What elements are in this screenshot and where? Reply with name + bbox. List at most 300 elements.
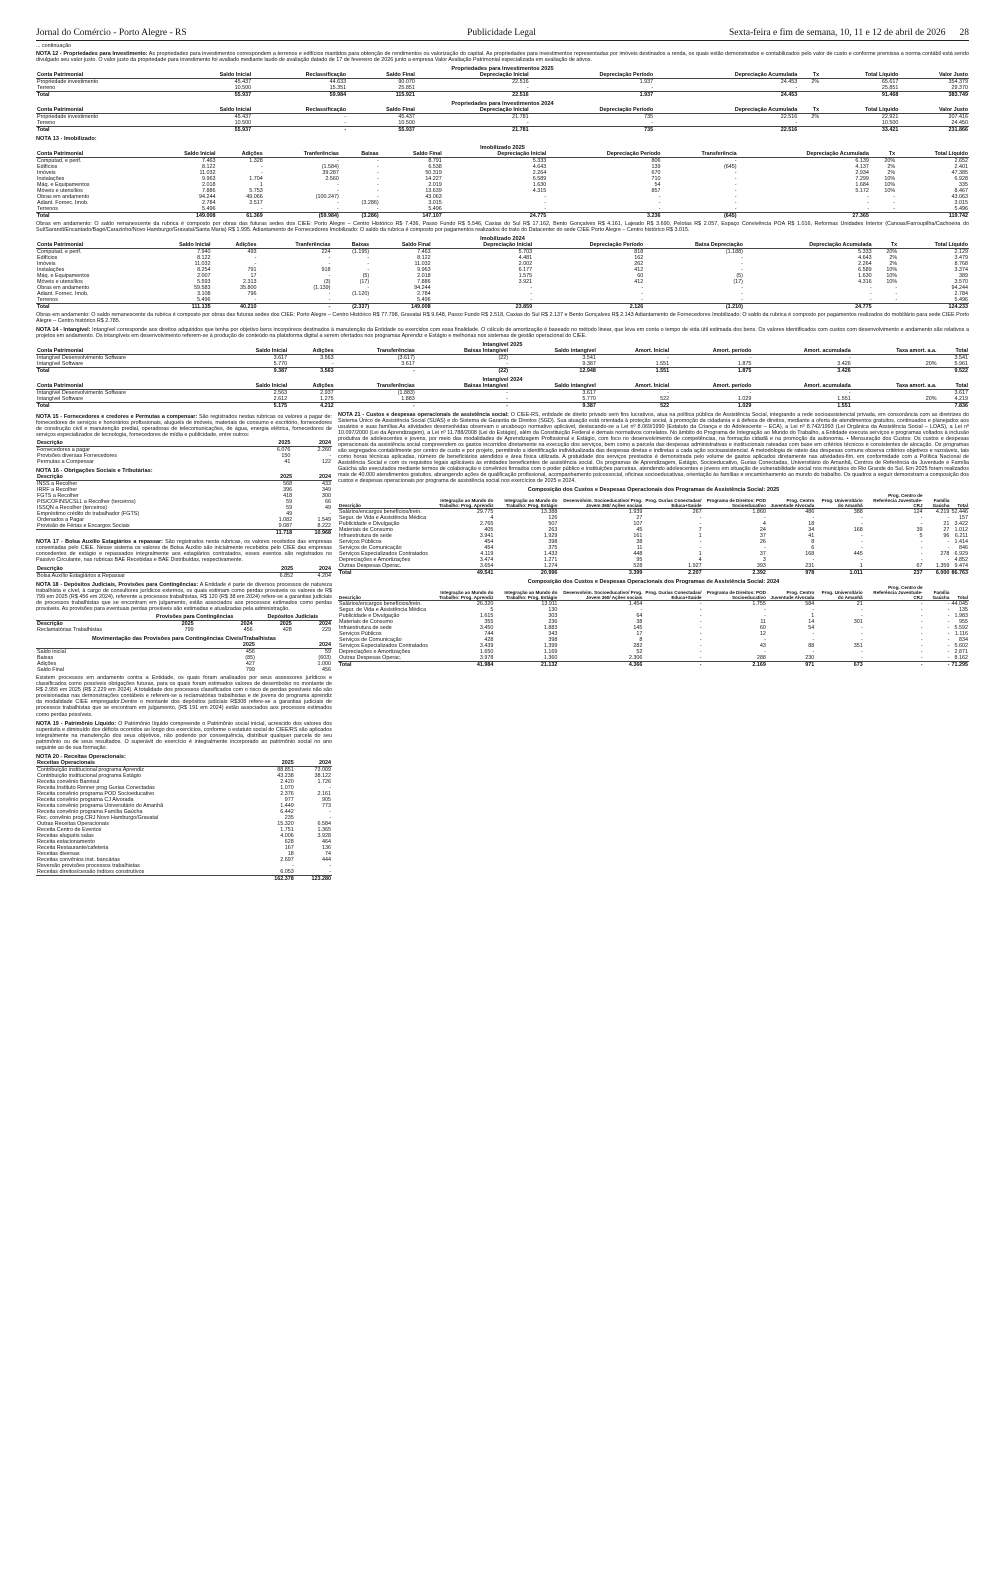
- nota12-table2024-total-cell: -: [252, 127, 347, 134]
- nota14-table2024-cell: 4.219: [954, 395, 968, 402]
- nota13-table2025-total-cell: 119.742: [896, 213, 969, 220]
- nota21-comp2025-cell: -: [860, 557, 863, 564]
- nota21-comp2025-cell: 18: [808, 521, 815, 528]
- nota12-table2024-cell: 24.450: [951, 120, 968, 127]
- nota21-comp2025-cell: 3.474: [479, 557, 494, 564]
- nota21-comp2025-cell: 49.541: [429, 570, 494, 577]
- nota20-header-cell: 2025: [258, 760, 295, 767]
- nota18-paragraph: [36, 582, 332, 612]
- nota13-table2025-cell: -: [337, 188, 339, 195]
- nota13-table2024-cell: -: [869, 297, 872, 304]
- nota12-table-2024: [36, 107, 969, 133]
- nota20-cell: 88.851: [277, 767, 294, 774]
- nota12-table2024-cell: 45.437: [234, 114, 252, 121]
- nota21-comp2024-cell: 230: [805, 655, 815, 662]
- nota13-table2024-cell: -: [895, 297, 898, 304]
- nota14-table-2024: [36, 383, 969, 409]
- nota13-table2025-cell: -: [376, 194, 379, 201]
- nota20-cell: Receita convênio programa POD Socioeducativo: [37, 791, 155, 798]
- nota13-table2025-cell: 2.019: [428, 182, 442, 189]
- nota21-comp2024-cell: 282: [633, 643, 643, 650]
- nota12-table2025-header-cell: Depreciação Período: [530, 72, 654, 79]
- nota21-comp2024-cell: 44.045: [951, 601, 968, 608]
- newspaper-name: Jornal do Comércio - Porto Alegre - RS: [36, 28, 187, 38]
- nota13-table2024-cell: 224: [321, 249, 331, 256]
- nota13-table2024-cell: -: [328, 255, 331, 262]
- nota13-table2024-cell: 818: [634, 249, 644, 256]
- nota21-comp2025-cell: -: [699, 539, 702, 546]
- nota13-table2025-cell: 710: [651, 176, 661, 183]
- nota13-table2024-cell: 10%: [886, 267, 898, 274]
- nota13-table2025-cell: 8.791: [428, 158, 442, 165]
- nota14-table2025-cell: 3.563: [320, 354, 334, 361]
- nota14-table2024-total-cell: Total: [36, 402, 220, 409]
- nota14-table2024-total-row: [36, 402, 969, 409]
- nota21-comp2025-cell: -: [812, 515, 815, 522]
- nota13-obras-2025: Obras em andamento: O saldo remanescente da rubrica é composto por obras das futuras sedes dos CIEE: Porto Alegre – Centro Histórico R$ 7.436, Passo Fundo R$ 5.546, Caxias do Sul R$ 17.162, Bento Gonçalves R$ 4.161, Lajeado R$ 3.690, Pelotas R$ 2.057, Espaço Convivência POA R$ 1.016, Reformas Unidades Interior (Canoas/Farroupilha/Cachoeira do Sul/Sarandi/Encantado/Bagé/Carazinho/Novo Hamburgo/Gravataí/Santa Maria) R$ 1.995. Adiantamento de Fornecedores Imobilizado: O saldo da rubrica é composto por pagamentos realizados do trato do Datacenter do sede CIEE Porto Alegre – Centro histórico R$ 3.015.: [36, 221, 969, 234]
- nota14-table2024-cell: 3.617: [582, 389, 596, 396]
- nota21-comp2025-header-cell: Família Gaúcha: [924, 493, 951, 509]
- nota13-table2025-cell: (3.286): [361, 200, 379, 207]
- nota14-table2025-cell: 3.617: [401, 360, 415, 367]
- nota13-table2024-cell: 3.570: [954, 279, 968, 286]
- nota18-mov-cell: 799: [245, 666, 255, 673]
- nota17-header-cell: 2024: [294, 566, 332, 573]
- nota14-table2025-header-cell: Adições: [288, 348, 335, 355]
- nota13-table2024-cell: -: [895, 285, 898, 292]
- nota12-table2025-header-cell: Saldo Final: [347, 72, 416, 79]
- nota21-comp2024-cell: -: [699, 649, 702, 656]
- nota21-comp2025-cell: Infraestrutura de sede: [339, 533, 392, 540]
- nota21-comp2025-cell: 168: [853, 527, 863, 534]
- nota17-text: São registrados nesta rubricas, os valores recebidos das empresas conveniadas pelo CIEE. Nesse sistema os valores de Bolsa Auxílio são inicialmente recebidos pelo CIEE das empresas concedentes de estágio e repassados integralmente aos estagiários contratados, esses eventos são registrados no Passivo Circulante, nas rubricas BAE Recebidas e BAE Distribuídas, respectivamente.: [36, 539, 333, 564]
- nota21-comp2024-cell: -: [699, 601, 702, 608]
- nota13-table2025-cell: 6.589: [532, 176, 547, 183]
- nota13-table2024-cell: 8.122: [417, 255, 431, 262]
- nota14-table2025-header-cell: Amort. período: [670, 348, 752, 355]
- nota14-table2025-cell: -: [667, 354, 670, 361]
- nota20-cell: 15.320: [277, 821, 294, 828]
- nota14-table2024-header-cell: Transferências: [335, 383, 416, 390]
- nota16-cell: Ordenados a Pagar: [37, 517, 85, 524]
- nota21-comp2025-cell: 4.219: [935, 509, 950, 516]
- nota21-comp2024-cell: 130: [548, 607, 558, 614]
- nota13-table2025-cell: -: [734, 188, 737, 195]
- nota21-comp2024-cell: 398: [548, 637, 558, 644]
- nota13-table2025-cell: 4.137: [855, 164, 869, 171]
- nota12-2024-caption: Propriedades para Investimentos 2024: [451, 101, 554, 108]
- nota13-table2025-total-cell: 149.008: [148, 213, 217, 220]
- nota12-table2025-cell: 29.370: [951, 85, 968, 92]
- nota18-text2: Existem processos em andamento contra a Entidade, os quais foram analisados por seus assessores jurídicos e classificados como possíveis obrigações futuras, para os quais foram estimados valores de desembolso no montante de R$ 2.955 em 2025 (R$ 2.229 em 2024). A totalidade dos processos classificados com o risco de perdas possíveis não são provisionadas nas demonstrações contábeis e referem-se a reclamatórias trabalhistas e de jovens do programa aprendiz da modalidade CIEE empregador.Dentre o montante dos depósitos judiciais R$308 refere-se a garantias judiciais de processos trabalhistas que se encontram em julgamento, (R$ 191 em 2024) estão associados aos processos estimados como perdas possíveis.: [36, 674, 332, 718]
- nota20-title: NOTA 20 - Receitas Operacionais:: [36, 754, 126, 761]
- nota14-table2025-cell: 1.551: [655, 360, 670, 367]
- nota15-cell: 122: [322, 459, 331, 466]
- nota21-comp2025-cell: 37: [759, 533, 766, 540]
- nota21-comp2024-cell: -: [860, 649, 863, 656]
- nota18-mov-cell: 59: [325, 648, 331, 655]
- nota13-table2024-cell: 3.921: [518, 279, 533, 286]
- nota21-comp2025-cell: 1.927: [688, 563, 702, 570]
- nota12-table2025-total-cell: 115.921: [347, 92, 416, 99]
- nota13-table2025-cell: 7.886: [202, 188, 216, 195]
- nota18-mov-cell: (603): [318, 654, 331, 661]
- nota21-comp2024-cell: -: [947, 637, 950, 644]
- nota13-table2024-cell: -: [530, 285, 533, 292]
- nota21-comp2024-cell: 14: [808, 619, 815, 626]
- nota13-table2024-cell: -: [741, 261, 743, 268]
- nota13-obras-2024: Obras em andamento: O saldo remanescente da rubrica é composto por obras das futuras sedes dos CIEE: Porto Alegre – Centro Histórico R$ 77.798, Gravataí R$ 9.648, Passo Fundo R$ 2.518, Caxias do Sul R$ 2.137 e Bento Gonçalves R$ 2.143 Adiantamento de Fornecedores Imobilizado: O saldo da rubrica é composto por pagamentos realizados do mobiliário para sede CIEE Porto Alegre – Centro histórico R$ 2.785.: [36, 312, 969, 325]
- nota13-table2025-cell: -: [544, 194, 547, 201]
- nota14-table2024-header-cell: Saldo Inicial: [220, 383, 288, 390]
- nota21-comp2025-cell: Serviços de Comunicação: [339, 545, 402, 552]
- nota20-total-cell: [36, 876, 258, 883]
- nota21-comp2024-cell: 3.439: [479, 643, 494, 650]
- nota13-table2024-cell: 94.244: [414, 285, 431, 292]
- nota16-cell: 433: [322, 481, 331, 488]
- nota12-table2025-cell: -: [795, 85, 798, 92]
- nota13-table2025-cell: (1.584): [321, 164, 339, 171]
- nota21-comp2025-cell: 1: [859, 563, 863, 570]
- nota20-cell: 6.584: [317, 821, 331, 828]
- nota13-table2024-cell: 162: [634, 255, 644, 262]
- nota18-h-dep: Depósitos Judiciais: [254, 614, 332, 621]
- nota21-comp2024-cell: -: [947, 607, 950, 614]
- nota13-table2024-total-cell: 124.233: [898, 304, 969, 311]
- nota21-comp2024-cell: 43: [759, 643, 766, 650]
- nota21-comp2024-cell: -: [947, 655, 950, 662]
- nota16-cell: 1.082: [278, 517, 293, 524]
- nota18-mov-cell: 456: [245, 648, 255, 655]
- nota13-table2025-cell: 1.704: [249, 176, 263, 183]
- nota21-comp2024-cell: -: [947, 613, 950, 620]
- nota13-table2024-cell: Móveis e utensílios: [37, 279, 83, 286]
- nota13-table2025-cell: -: [376, 176, 379, 183]
- nota21-comp2025-cell: 29.775: [476, 509, 494, 516]
- nota21-comp2024-cell: -: [812, 631, 815, 638]
- nota13-table2024-cell: -: [641, 291, 644, 298]
- nota13-table2024-total-cell: 23.859: [432, 304, 534, 311]
- nota13-table2025-cell: 6.538: [428, 164, 442, 171]
- nota18-mov-header-cell: 2025: [187, 642, 256, 649]
- nota20-cell: Receitas convênios inst. bancárias: [37, 857, 120, 864]
- nota21-comp2024-cell: Serviços Públicos: [339, 631, 382, 638]
- nota12-table2025-cell: 15.351: [329, 85, 347, 92]
- nota13-table2025-cell: 5.172: [855, 188, 869, 195]
- nota16-total-cell: [36, 530, 255, 537]
- nota21-comp2025-cell: 263: [548, 527, 558, 534]
- nota21-comp2025-cell: 454: [484, 545, 494, 552]
- nota13-table2025-cell: Imóveis: [37, 170, 56, 177]
- nota21-comp2024-cell: 5.592: [954, 625, 968, 632]
- nota13-table2024-cell: 11.032: [194, 261, 211, 268]
- nota21-comp2025-cell: 3.654: [479, 563, 494, 570]
- nota13-table2024-cell: 493: [247, 249, 257, 256]
- nota13-table2025-cell: -: [734, 176, 737, 183]
- nota12-table2025-header-cell: Conta Patrimonial: [36, 72, 177, 79]
- nota21-comp2024-cell: -: [764, 649, 766, 656]
- nota13-table2024-total-cell: 24.775: [744, 304, 873, 311]
- nota18-mov-cell: 427: [245, 660, 255, 667]
- nota21-comp2024-cell: 52: [636, 649, 643, 656]
- nota20-cell: Contribuição institucional programa Aprendiz: [37, 767, 144, 774]
- nota21-comp2025-cell: 278: [940, 551, 950, 558]
- nota16-cell: INSS a Recolher: [37, 481, 78, 488]
- nota21-comp2025-cell: -: [699, 521, 702, 528]
- nota20-cell: Receita convênio programa Universitário do Amanhã: [37, 803, 164, 810]
- nota21-comp2024-cell: 355: [484, 619, 494, 626]
- nota13-table2024-cell: 3.479: [954, 255, 968, 262]
- nota13-table2025-cell: -: [376, 182, 379, 189]
- nota21-comp2025-cell: -: [699, 515, 702, 522]
- nota21-comp2025-cell: 3: [762, 557, 766, 564]
- nota21-comp2025-cell: 1.011: [815, 570, 863, 577]
- nota21-comp2025-header-cell: Desenvolvim. Socioeducativo/ Prog. Jovem 360/ Ações sociais: [558, 493, 643, 509]
- nota12-table2025-header-cell: Reclassificação: [252, 72, 347, 79]
- nota13-table2025-cell: 7.463: [202, 158, 216, 165]
- nota16-cell: 9.087: [278, 523, 293, 530]
- nota14-table2024-cell: (1.883): [397, 389, 415, 396]
- nota13-table2025-cell: 5.753: [249, 188, 263, 195]
- nota13-table2024-cell: 5.703: [518, 249, 533, 256]
- nota21-comp2024-cell: Depreciações e Amortizações: [339, 649, 411, 656]
- nota14-table2024-header-cell: Taxa amort. a.a.: [852, 383, 938, 390]
- nota19: [36, 721, 332, 751]
- nota13-table2025-cell: 5.333: [532, 158, 547, 165]
- nota13-table2025-cell: -: [658, 194, 661, 201]
- nota13-table2024-cell: 791: [247, 267, 257, 274]
- nota13-table2024-header-cell: Conta Patrimonial: [36, 242, 145, 249]
- nota19-title: NOTA 19 - Patrimônio Líquido:: [36, 720, 117, 727]
- nota13-table2024-cell: 10%: [886, 279, 898, 286]
- nota13-table2025-cell: Obras em andamento: [37, 194, 90, 201]
- continuation-note: ... continuação: [36, 43, 72, 49]
- nota13-table2025-cell: 335: [959, 182, 968, 189]
- nota21-comp2025-cell: 2.392: [703, 570, 767, 577]
- nota14-table2024-total-cell: 5.175: [220, 402, 288, 409]
- nota20-cell: 43.238: [277, 773, 294, 780]
- nota12-table2024-header-cell: Saldo Inicial: [177, 107, 252, 114]
- nota20-cell: Receita convênio programa Família Gaúcha: [37, 809, 143, 816]
- nota21-comp2025-cell: -: [764, 515, 766, 522]
- nota13-table2024-total-cell: [873, 304, 899, 311]
- nota13-table2025-cell: -: [376, 206, 379, 213]
- nota13-table2025-cell: 50.319: [425, 170, 442, 177]
- nota20-cell: 628: [284, 839, 294, 846]
- nota13-table2025-cell: -: [734, 200, 737, 207]
- nota13-table2024-cell: 7.463: [417, 249, 431, 256]
- nota13-table2025-header-cell: Baixas: [340, 151, 380, 158]
- nota13-table2025-cell: 2.784: [202, 200, 216, 207]
- nota21-comp2024-cell: 5: [490, 607, 494, 614]
- nota21-comp2025-cell: 486: [805, 509, 815, 516]
- nota13-table2024-cell: 796: [247, 291, 257, 298]
- nota16-cell: Provisão de Férias e Encargos Sociais: [37, 523, 130, 530]
- nota12-table2024-cell: 10.500: [398, 120, 415, 127]
- nota14-table2024-total-cell: 4.212: [288, 402, 335, 409]
- nota12-table2025-total-cell: Total: [36, 92, 177, 99]
- nota14-table2024-cell: 5.770: [582, 395, 596, 402]
- nota14-table2024-header-cell: Baixas Intangível: [416, 383, 509, 390]
- nota21-comp2024-cell: Total: [338, 662, 429, 669]
- nota12-table2025-cell: 22.516: [512, 79, 529, 86]
- nota21-comp2025-cell: 157: [959, 515, 968, 522]
- nota18-text: A Entidade é parte de diversos processos de natureza trabalhista e cível, à cargo de consultores jurídicos externos, os quais estimam como perdas prováveis os valores de R$ 799 em 2025 (R$ 456 em 2024), referente a processos trabalhistas, R$ 120 (R$ 38 em 2024) refere-se a garantias judiciais de processos trabalhistas que se encontram em julgamento, estão associados aos processos estimados como perdas prováveis. As provisões para eventuais perdas prováveis são estimadas e atualizadas pela administração.: [36, 581, 332, 612]
- nota13-table2025-cell: -: [658, 206, 661, 213]
- nota12-table2024-cell: 207.416: [948, 114, 968, 121]
- nota12-table2025-total-cell: 1.937: [530, 92, 654, 99]
- nota21-comp2024-cell: 1.615: [479, 613, 494, 620]
- nota18-mov-cell: Baixas: [37, 654, 54, 661]
- nota12-table2024-cell: -: [795, 120, 798, 127]
- nota12-table2024-cell: 45.437: [398, 114, 415, 121]
- nota14-table2025-header-cell: Taxa amort. a.a.: [852, 348, 938, 355]
- nota12-table2024-cell: -: [526, 120, 529, 127]
- nota15-header-cell: 2025: [251, 440, 292, 447]
- nota12-title: NOTA 12 - Propriedades para Investimento:: [36, 51, 148, 57]
- nota21-comp2024-cell: -: [947, 649, 950, 656]
- section-title: Publicidade Legal: [467, 28, 536, 38]
- nota15-paragraph: [36, 414, 332, 438]
- nota21-comp2024-cell: 1.650: [479, 649, 494, 656]
- nota21-comp2024-cell: -: [860, 631, 863, 638]
- nota13-table2024-cell: (3): [323, 279, 331, 286]
- nota14-table2025-cell: 9.387: [582, 360, 596, 367]
- nota15-header-cell: 2024: [291, 440, 332, 447]
- nota12-table2025-cell: -: [526, 85, 529, 92]
- nota21-comp2024-cell: 4.366: [558, 662, 643, 669]
- nota21-comp2024-cell: 1.399: [543, 643, 558, 650]
- nota21-comp2025-cell: -: [920, 551, 923, 558]
- nota21-comp2025-cell: 507: [548, 521, 558, 528]
- nota13-table2025-header-cell: Saldo Final: [380, 151, 443, 158]
- nota13-table2024-cell: 8.122: [197, 255, 211, 262]
- nota12-table2025-cell: 44.633: [329, 79, 347, 86]
- nota13-table2025-cell: 10%: [884, 188, 896, 195]
- nota13-table2024-cell: 1.630: [858, 273, 872, 280]
- nota13-table2025-cell: 857: [651, 188, 661, 195]
- nota21-comp2024-header-cell: Total: [950, 585, 969, 601]
- nota14-table2024-cell: 1.551: [837, 395, 851, 402]
- nota21-comp2024-cell: 60: [759, 625, 766, 632]
- nota21-comp2024-cell: -: [920, 655, 923, 662]
- nota14-table2025-header-cell: Saldo intangível: [509, 348, 597, 355]
- nota14-title: NOTA 14 - Intangível:: [36, 326, 91, 333]
- nota14-table2024-cell: 2.563: [273, 389, 288, 396]
- nota15-title: NOTA 15 - Fornecedores e credores e Permutas a compensar:: [36, 413, 198, 420]
- nota13-table2025-cell: 1.684: [855, 182, 869, 189]
- nota12-text: As propriedades para investimentos correspondem a terrenos e edifícios mantidos para obtenção de rendimentos ou valorização do capital. As propriedades para investimentos representadas por imóveis destinados a renda, os quais estão demonstrados e contabilizados pelo valor de custo e conforme premissa a norma contábil está sendo divulgado seu valor justo. O valor justo da propriedade para investimento foi avaliado mediante laudo de avaliação datado de 17 de fevereiro de 2026 junto a empresa Valor Avaliação Patrimonial especializada em avaliação de ativos.: [36, 51, 969, 64]
- nota12-table2025-total-cell: 24.453: [654, 92, 798, 99]
- nota13-table2025-cell: Instalações: [37, 176, 65, 183]
- nota13-table2025-cell: 14.227: [425, 176, 442, 183]
- nota14-table2024-total-cell: 9.387: [509, 402, 597, 409]
- nota21-comp2025-cell: -: [947, 515, 950, 522]
- nota14-table2024-total-cell: 1.029: [670, 402, 752, 409]
- nota13-table2024-cell: (1.139): [313, 285, 331, 292]
- nota13-table2025-total-cell: 27.365: [738, 213, 870, 220]
- nota13-table2025-cell: 2.018: [202, 182, 216, 189]
- nota13-table2025-header-cell: Conta Patrimonial: [36, 151, 148, 158]
- nota20-cell: 74: [325, 851, 331, 858]
- nota13-table2025-cell: -: [734, 194, 737, 201]
- nota13-table2025-cell: (100.247): [315, 194, 339, 201]
- nota21-comp2024-cell: Infraestrutura de sede: [339, 625, 392, 632]
- nota13-table2024-cell: -: [741, 255, 743, 262]
- nota13-table2025-cell: 10%: [884, 182, 896, 189]
- nota21-comp2025-cell: 34: [808, 527, 815, 534]
- nota13-table2025-cell: -: [376, 170, 379, 177]
- nota21-comp2025-cell: -: [920, 521, 923, 528]
- nota13-table2024-cell: 5.333: [858, 249, 872, 256]
- nota13-table2024-cell: -: [530, 291, 533, 298]
- nota14-table2025-total-cell: 3.563: [288, 367, 335, 374]
- nota12-table2024-header-cell: Conta Patrimonial: [36, 107, 177, 114]
- nota13-table2024-cell: 2.007: [197, 273, 211, 280]
- nota13-table2024-cell: 59.583: [194, 285, 211, 292]
- nota12-table2024-cell: Propriedade investimento: [37, 114, 99, 121]
- nota13-table2024-cell: -: [869, 291, 872, 298]
- nota20-header-cell: Receitas Operacionais: [36, 760, 258, 767]
- nota21-comp2025-cell: 126: [548, 515, 558, 522]
- nota21-comp2025-cell: -: [699, 545, 702, 552]
- nota20-cell: -: [329, 785, 331, 792]
- nota13-table2025-cell: 13.639: [425, 188, 442, 195]
- nota13-table2024-cell: Imóveis: [37, 261, 56, 268]
- nota21-comp2024-cell: -: [920, 649, 923, 656]
- nota13-table2024-cell: 60: [637, 273, 644, 280]
- nota13-table2024-cell: 35.800: [239, 285, 257, 292]
- nota21-comp2025-cell: 7: [698, 527, 702, 534]
- nota21-text: O CIEE-RS, entidade de direito privado sem fins lucrativos, atua na política pública de Assistência Social, integrando a rede socioassistencial privada, em consonância com as diretrizes do Sistema Único de Assistência Social (SUAS) e do Sistema de Garantia de Direitos (SGD). Sua atuação está orientada à proteção social, à promoção da cidadania e à defesa de direitos, mediante a oferta de atendimentos gratuitos, continuados e planejados aos usuários e suas famílias.As atividades desenvolvidas observam o arcabouço normativo aplicável, destacando-se a Lei nº 8.069/1990 (Estatuto da Criança e do Adolescente – ECA), a Lei nº 8.742/1993 (Lei Orgânica da Assistência Social – LOAS), a Lei nº 10.097/2000 (Lei da Aprendizagem), a Lei nº 11.788/2008 (Lei do Estágio), além da Constituição Federal e demais normativos correlatos. No âmbito do Programa de Integração ao Mundo do Trabalho, a Entidade executa serviços e programas voltados à inclusão produtiva de adolescentes e jovens, por meio das modalidades de Aprendizagem Profissional e Estágio, com foco no desenvolvimento de competências, na formação cidadã e na promoção da autonomia. • Mensuração dos Custos: Os custos e despesas operacionais da assistência social compreendem os gastos incorridos diretamente na execução dos serviços, bem como a parcela das despesas administrativas e institucionais rateadas com base em critérios técnicos e consistentes de alocação. Os programas são segregados contabilmente por centro de custo e por projeto, permitindo a identificação individualizada das despesas diretas e indiretas a cada ação socioassistencial. A metodologia de rateio das despesas comuns observa critérios objetivos e razoáveis, tais como horas técnicas aplicadas, número de beneficiários atendidos e área física utilizada. A gratuidade dos serviços prestados é demonstrada pelo volume de gastos aplicados diretamente nas atividades-fim, em conformidade com a Política Nacional de Assistência Social e com os requisitos legais aplicáveis às entidades beneficentes de assistência social. Os programas de Aprendizagem, Estágio, Socioeducativo, Gurias Conectadas, Universitário do Amanhã, Centros de Referência da Juventude e Família Gaúcha são executados mediante termos de colaboração e convênios firmados com o poder público e instituições parceiras, atendendo adolescentes e jovens em situação de vulnerabilidade social nos municípios do Rio Grande do Sul. Em 2025 foram realizados mais de 40.000 atendimentos gratuitos, abrangendo ações de qualificação profissional, acompanhamento psicossocial, oficinas socioeducativas, orientação às famílias e encaminhamento ao mundo do trabalho. Os quadros a seguir demonstram a composição dos custos e despesas operacionais por programa de assistência social nos exercícios de 2025 e 2024.: [338, 411, 969, 485]
- nota21-comp2025-cell: -: [920, 545, 923, 552]
- nota12-table2024-total-cell: 55.937: [177, 127, 252, 134]
- nota13-table2024-cell: 7.886: [417, 279, 431, 286]
- nota12-table2024-total-cell: 21.781: [416, 127, 530, 134]
- nota13-table2024-cell: 4.481: [518, 255, 533, 262]
- nota12-table2025-total-cell: 91.468: [820, 92, 899, 99]
- nota21-comp2025-cell: 9.474: [954, 563, 968, 570]
- nota15-header-cell: Descrição: [36, 440, 251, 447]
- nota20-cell: Receitas direitos/cessão índices construtivos: [37, 869, 145, 876]
- nota21-comp2024-cell: 8.162: [954, 655, 968, 662]
- nota20-cell: Receita estacionamento: [37, 839, 95, 846]
- nota13-table2025-cell: (645): [723, 164, 737, 171]
- nota21-comp2025-cell: 6: [811, 545, 815, 552]
- nota14-table2025-cell: -: [749, 354, 752, 361]
- nota21-comp2024-cell: -: [947, 601, 950, 608]
- nota21-comp2025-cell: -: [947, 539, 950, 546]
- nota21-comp2024-cell: -: [812, 607, 815, 614]
- nota12-table2024-total-cell: 33.421: [820, 127, 899, 134]
- nota18-mov-header-cell: 2024: [256, 642, 332, 649]
- nota21-comp2025-cell: 27: [636, 515, 643, 522]
- nota21-comp2024-cell: 301: [853, 619, 863, 626]
- nota20-cell: 38.122: [314, 773, 331, 780]
- nota21-comp2024-cell: 21: [856, 601, 863, 608]
- nota14-table2025-cell: -: [506, 360, 509, 367]
- nota21-comp2025-cell: 1.929: [543, 533, 558, 540]
- nota20-cell: 18: [287, 851, 294, 858]
- nota21-comp2024-header-cell: Descrição: [338, 585, 429, 601]
- nota14-table2025-cell: 3.617: [273, 354, 288, 361]
- nota13-table2025-header-cell: Transferência: [661, 151, 737, 158]
- nota13-table2025-cell: 4.643: [532, 164, 547, 171]
- nota14-table2024-cell: -: [848, 389, 851, 396]
- nota21-comp2024-cell: 3.978: [479, 655, 494, 662]
- nota12-table2025-header-cell: Total Líquido: [820, 72, 899, 79]
- nota21-comp2025-cell: 231: [805, 563, 815, 570]
